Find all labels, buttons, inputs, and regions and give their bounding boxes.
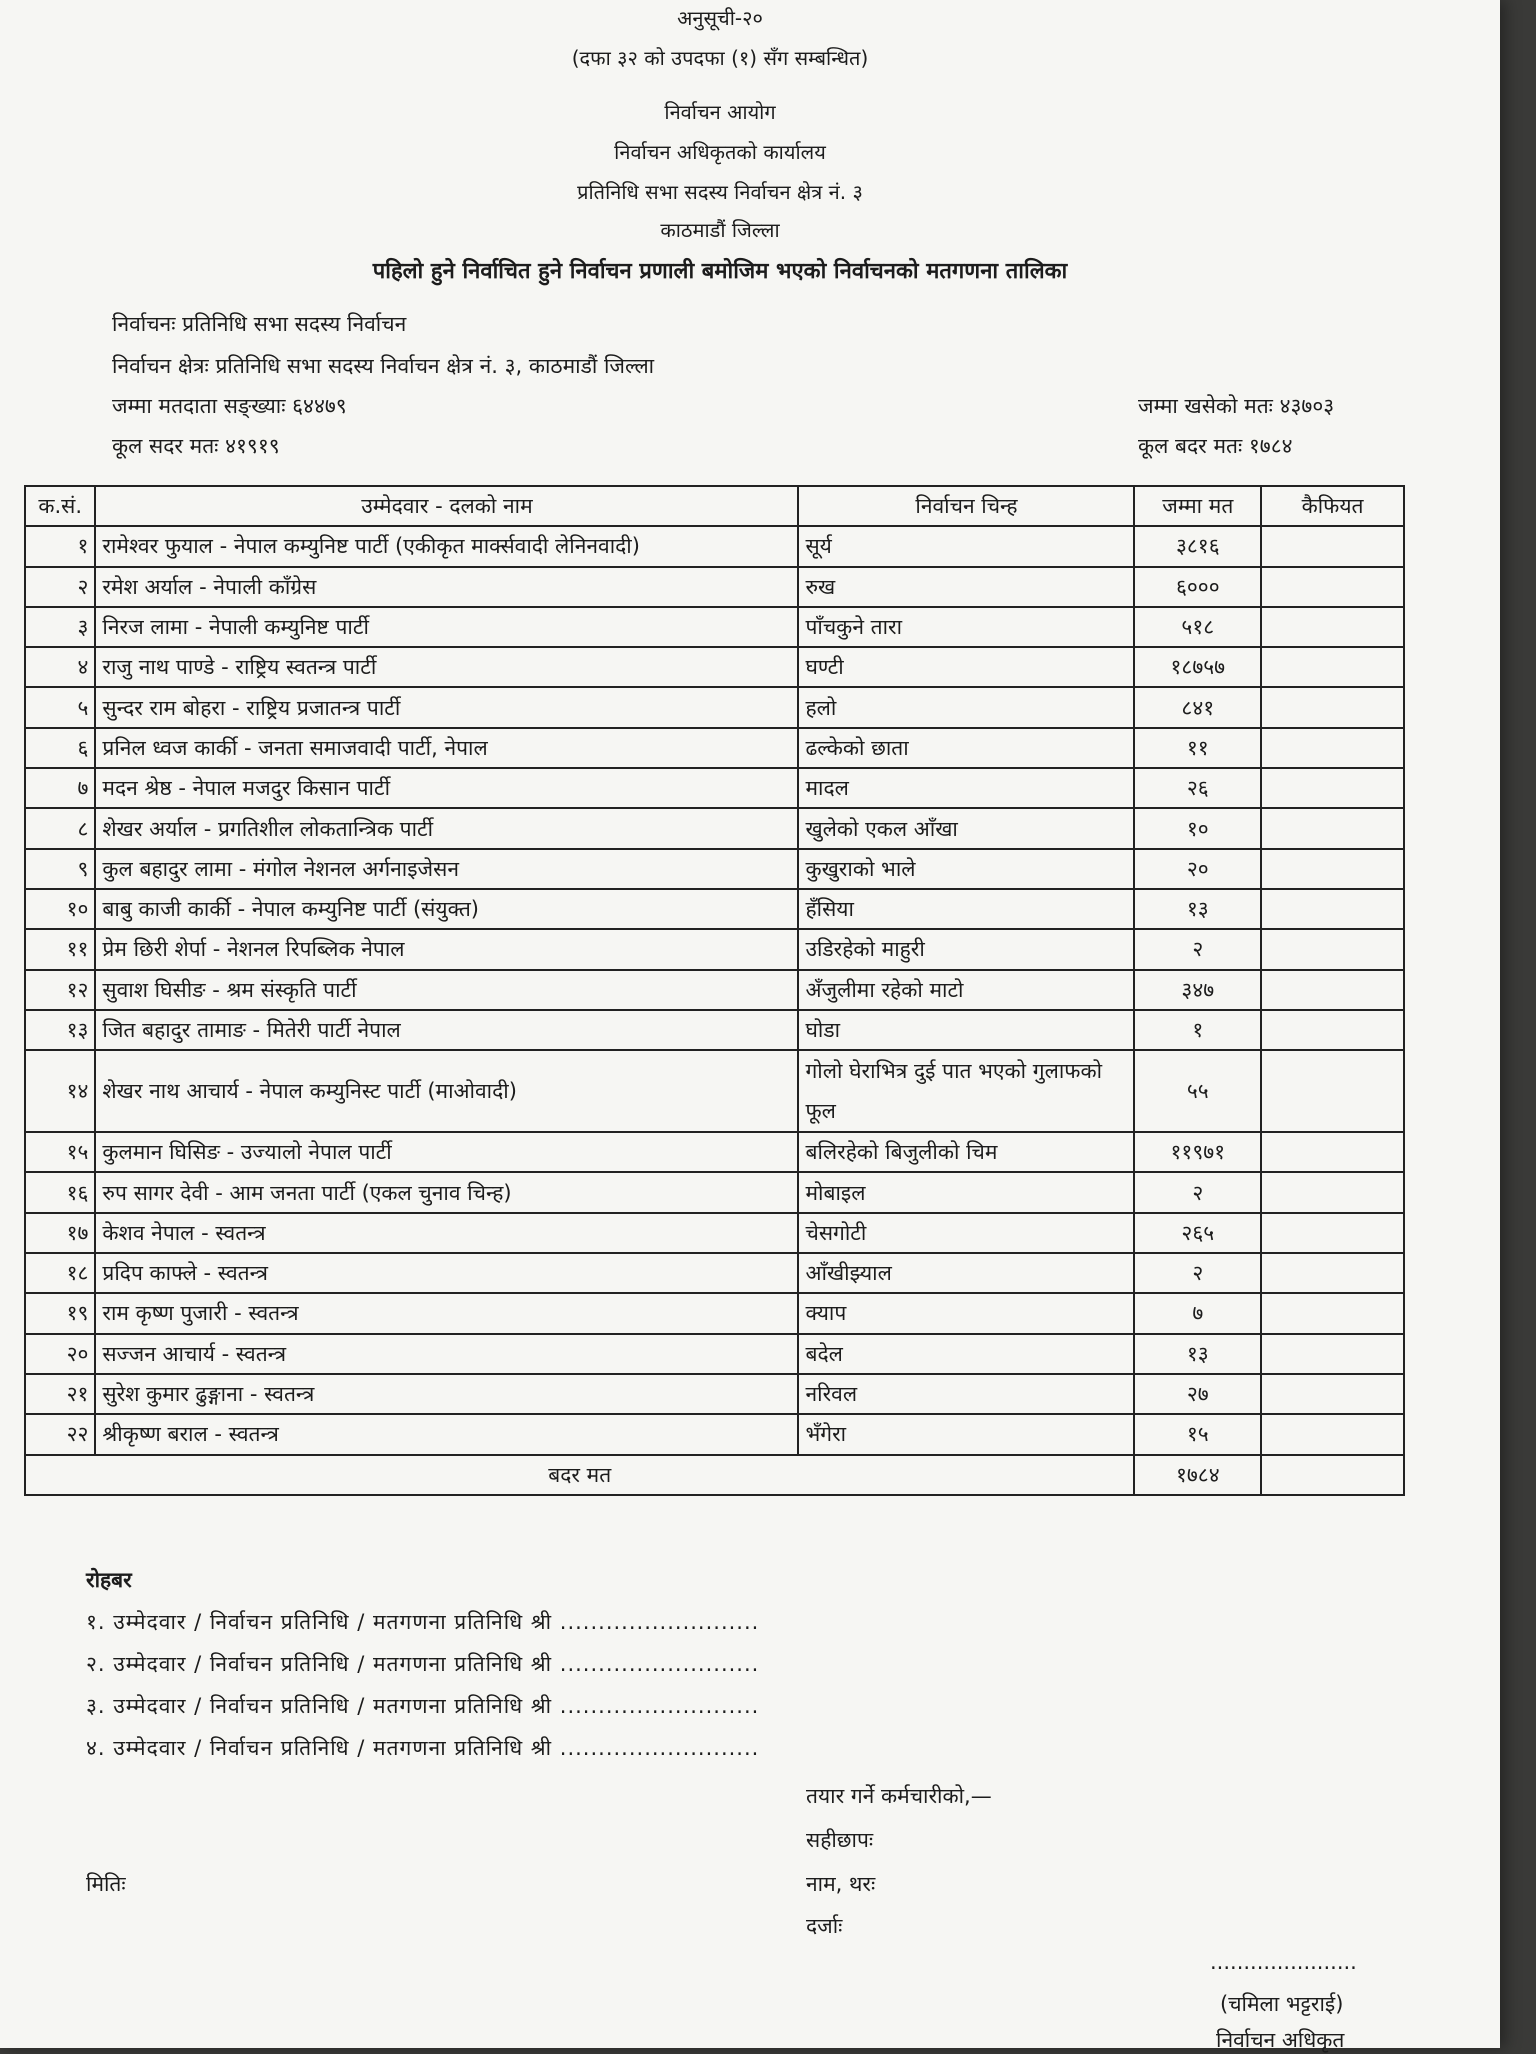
row-serial: १२: [25, 970, 95, 1010]
row-votes: २६: [1134, 768, 1261, 808]
vote-count-table: [24, 485, 1405, 1496]
table-row: [25, 1334, 1404, 1374]
row-candidate: प्रेम छिरी शेर्पा - नेशनल रिपब्लिक नेपाल: [95, 929, 798, 969]
row-votes: १: [1134, 1010, 1261, 1050]
row-votes: २: [1134, 1253, 1261, 1293]
table-row: [25, 768, 1404, 808]
row-candidate: जित बहादुर तामाङ - मितेरी पार्टी नेपाल: [95, 1010, 798, 1050]
witness-line-2: २. उम्मेदवार / निर्वाचन प्रतिनिधि / मतगणना प्रतिनिधि श्री ..........................: [86, 1652, 760, 1676]
row-symbol: घण्टी: [798, 647, 1134, 687]
table-title: पहिलो हुने निर्वाचित हुने निर्वाचन प्रणाली बमोजिम भएको निर्वाचनको मतगणना तालिका: [372, 259, 1068, 284]
row-candidate: सुन्दर राम बोहरा - राष्ट्रिय प्रजातन्त्र पार्टी: [95, 687, 798, 727]
row-candidate: राजु नाथ पाण्डे - राष्ट्रिय स्वतन्त्र पार्टी: [95, 647, 798, 687]
total-invalid-votes: कूल बदर मतः १७८४: [1138, 434, 1293, 458]
invalid-votes-remark: [1261, 1455, 1404, 1495]
row-votes: २६५: [1134, 1213, 1261, 1253]
table-row: [25, 647, 1404, 687]
header-remarks: कैफियत: [1261, 486, 1404, 526]
invalid-votes-row: [25, 1455, 1404, 1495]
header-symbol: निर्वाचन चिन्ह: [798, 486, 1134, 526]
row-votes: ५१८: [1134, 607, 1261, 647]
schedule-label: अनुसूची-२०: [677, 6, 763, 30]
header-votes: जम्मा मत: [1134, 486, 1261, 526]
row-serial: २२: [25, 1414, 95, 1454]
row-remark: [1261, 1050, 1404, 1132]
header-candidate: उम्मेदवार - दलको नाम: [95, 486, 798, 526]
row-symbol: पाँचकुने तारा: [798, 607, 1134, 647]
row-remark: [1261, 929, 1404, 969]
row-serial: ६: [25, 728, 95, 768]
table-row: [25, 1132, 1404, 1172]
officer-title: निर्वाचन अधिकृत: [1216, 2028, 1345, 2052]
table-row: [25, 728, 1404, 768]
row-candidate: रामेश्वर फुयाल - नेपाल कम्युनिष्ट पार्टी (एकीकृत मार्क्सवादी लेनिनवादी): [95, 526, 798, 566]
header-serial: क.सं.: [25, 486, 95, 526]
row-symbol: मोबाइल: [798, 1172, 1134, 1212]
row-votes: १०: [1134, 808, 1261, 848]
row-remark: [1261, 647, 1404, 687]
witness-line-1: १. उम्मेदवार / निर्वाचन प्रतिनिधि / मतगणना प्रतिनिधि श्री ..........................: [86, 1610, 760, 1634]
table-row: [25, 567, 1404, 607]
row-remark: [1261, 970, 1404, 1010]
row-candidate: सज्जन आचार्य - स्वतन्त्र: [95, 1334, 798, 1374]
officer-name: (चमिला भट्टराई): [1220, 1992, 1344, 2016]
witness-title: रोहबर: [86, 1568, 132, 1592]
table-row: [25, 687, 1404, 727]
witness-line-4: ४. उम्मेदवार / निर्वाचन प्रतिनिधि / मतगणना प्रतिनिधि श्री ..........................: [86, 1736, 760, 1760]
row-symbol: सूर्य: [798, 526, 1134, 566]
row-remark: [1261, 687, 1404, 727]
row-votes: २: [1134, 929, 1261, 969]
row-candidate: सुवाश घिसीङ - श्रम संस्कृति पार्टी: [95, 970, 798, 1010]
row-remark: [1261, 607, 1404, 647]
row-serial: ७: [25, 768, 95, 808]
row-symbol: हलो: [798, 687, 1134, 727]
row-serial: ३: [25, 607, 95, 647]
row-votes: २७: [1134, 1374, 1261, 1414]
row-candidate: प्रनिल ध्वज कार्की - जनता समाजवादी पार्टी, नेपाल: [95, 728, 798, 768]
row-candidate: प्रदिप काफ्ले - स्वतन्त्र: [95, 1253, 798, 1293]
section-reference: (दफा ३२ को उपदफा (१) सँग सम्बन्धित): [571, 46, 869, 70]
constituency-title: प्रतिनिधि सभा सदस्य निर्वाचन क्षेत्र नं. ३: [577, 180, 863, 204]
row-serial: २०: [25, 1334, 95, 1374]
row-serial: ५: [25, 687, 95, 727]
row-candidate: मदन श्रेष्ठ - नेपाल मजदुर किसान पार्टी: [95, 768, 798, 808]
row-symbol: बलिरहेको बिजुलीको चिम: [798, 1132, 1134, 1172]
row-remark: [1261, 808, 1404, 848]
rank-label: दर्जाः: [806, 1914, 843, 1938]
table-row: [25, 808, 1404, 848]
invalid-votes-label: बदर मत: [25, 1455, 1134, 1495]
table-row: [25, 1172, 1404, 1212]
constituency-detail: निर्वाचन क्षेत्रः प्रतिनिधि सभा सदस्य निर्वाचन क्षेत्र नं. ३, काठमाडौं जिल्ला: [112, 354, 655, 378]
row-serial: २१: [25, 1374, 95, 1414]
row-votes: २०: [1134, 849, 1261, 889]
row-candidate: शेखर नाथ आचार्य - नेपाल कम्युनिस्ट पार्टी (माओवादी): [95, 1050, 798, 1132]
row-serial: १७: [25, 1213, 95, 1253]
row-remark: [1261, 1414, 1404, 1454]
row-serial: १५: [25, 1132, 95, 1172]
total-cast-votes: जम्मा खसेको मतः ४३७०३: [1138, 394, 1335, 418]
row-votes: १३: [1134, 889, 1261, 929]
row-symbol: गोलो घेराभित्र दुई पात भएको गुलाफको फूल: [798, 1050, 1134, 1132]
row-serial: १६: [25, 1172, 95, 1212]
election-type: निर्वाचनः प्रतिनिधि सभा सदस्य निर्वाचन: [112, 312, 407, 336]
row-candidate: निरज लामा - नेपाली कम्युनिष्ट पार्टी: [95, 607, 798, 647]
row-symbol: ढल्केको छाता: [798, 728, 1134, 768]
row-votes: ११९७१: [1134, 1132, 1261, 1172]
row-symbol: खुलेको एकल आँखा: [798, 808, 1134, 848]
row-remark: [1261, 1010, 1404, 1050]
row-candidate: कुल बहादुर लामा - मंगोल नेशनल अर्गनाइजेसन: [95, 849, 798, 889]
table-row: [25, 607, 1404, 647]
row-symbol: कुखुराको भाले: [798, 849, 1134, 889]
row-serial: १०: [25, 889, 95, 929]
table-row: [25, 970, 1404, 1010]
row-votes: ७: [1134, 1293, 1261, 1333]
org-name: निर्वाचन आयोग: [664, 100, 776, 124]
row-votes: ३४७: [1134, 970, 1261, 1010]
row-votes: १३: [1134, 1334, 1261, 1374]
row-remark: [1261, 768, 1404, 808]
row-remark: [1261, 849, 1404, 889]
table-row: [25, 889, 1404, 929]
row-votes: २: [1134, 1172, 1261, 1212]
row-remark: [1261, 567, 1404, 607]
row-serial: २: [25, 567, 95, 607]
row-candidate: बाबु काजी कार्की - नेपाल कम्युनिष्ट पार्टी (संयुक्त): [95, 889, 798, 929]
total-voters: जम्मा मतदाता सङ्ख्याः ६४४७९: [112, 394, 347, 418]
row-symbol: चेसगोटी: [798, 1213, 1134, 1253]
date-label: मितिः: [86, 1872, 126, 1896]
table-row: [25, 1293, 1404, 1333]
row-votes: ६०००: [1134, 567, 1261, 607]
row-votes: ८४१: [1134, 687, 1261, 727]
invalid-votes-count: १७८४: [1134, 1455, 1261, 1495]
row-candidate: शेखर अर्याल - प्रगतिशील लोकतान्त्रिक पार्टी: [95, 808, 798, 848]
office-name: निर्वाचन अधिकृतको कार्यालय: [614, 140, 826, 164]
name-label: नाम, थरः: [806, 1872, 876, 1896]
row-serial: ८: [25, 808, 95, 848]
table-row: [25, 1253, 1404, 1293]
row-serial: १३: [25, 1010, 95, 1050]
total-valid-votes: कूल सदर मतः ४१९१९: [112, 434, 280, 458]
row-remark: [1261, 1374, 1404, 1414]
row-candidate: रुप सागर देवी - आम जनता पार्टी (एकल चुनाव चिन्ह): [95, 1172, 798, 1212]
row-symbol: भँगेरा: [798, 1414, 1134, 1454]
signature-label: सहीछापः: [806, 1828, 874, 1852]
row-remark: [1261, 1253, 1404, 1293]
row-votes: ३८१६: [1134, 526, 1261, 566]
row-candidate: रमेश अर्याल - नेपाली काँग्रेस: [95, 567, 798, 607]
row-candidate: सुरेश कुमार ढुङ्गाना - स्वतन्त्र: [95, 1374, 798, 1414]
table-row: [25, 1213, 1404, 1253]
row-remark: [1261, 889, 1404, 929]
row-serial: ९: [25, 849, 95, 889]
row-candidate: कुलमान घिसिङ - उज्यालो नेपाल पार्टी: [95, 1132, 798, 1172]
row-remark: [1261, 1172, 1404, 1212]
row-remark: [1261, 1334, 1404, 1374]
row-candidate: राम कृष्ण पुजारी - स्वतन्त्र: [95, 1293, 798, 1333]
table-row: [25, 849, 1404, 889]
row-votes: ५५: [1134, 1050, 1261, 1132]
row-votes: ११: [1134, 728, 1261, 768]
row-symbol: आँखीझ्याल: [798, 1253, 1134, 1293]
row-symbol: क्याप: [798, 1293, 1134, 1333]
row-serial: १८: [25, 1253, 95, 1293]
row-symbol: नरिवल: [798, 1374, 1134, 1414]
row-remark: [1261, 1132, 1404, 1172]
row-serial: १४: [25, 1050, 95, 1132]
row-candidate: श्रीकृष्ण बराल - स्वतन्त्र: [95, 1414, 798, 1454]
table-header-row: [25, 486, 1404, 526]
row-remark: [1261, 728, 1404, 768]
row-remark: [1261, 1213, 1404, 1253]
table-row: [25, 1374, 1404, 1414]
row-symbol: उडिरहेको माहुरी: [798, 929, 1134, 969]
row-remark: [1261, 1293, 1404, 1333]
preparer-title: तयार गर्ने कर्मचारीको,—: [806, 1784, 992, 1808]
row-remark: [1261, 526, 1404, 566]
row-votes: १८७५७: [1134, 647, 1261, 687]
row-symbol: बदेल: [798, 1334, 1134, 1374]
table-row: [25, 929, 1404, 969]
row-serial: ११: [25, 929, 95, 969]
table-row: [25, 1010, 1404, 1050]
row-symbol: मादल: [798, 768, 1134, 808]
row-symbol: घोडा: [798, 1010, 1134, 1050]
row-serial: १: [25, 526, 95, 566]
table-row: [25, 1414, 1404, 1454]
row-candidate: केशव नेपाल - स्वतन्त्र: [95, 1213, 798, 1253]
row-serial: १९: [25, 1293, 95, 1333]
district-name: काठमाडौं जिल्ला: [660, 218, 780, 242]
officer-signature-dots: ......................: [1210, 1950, 1357, 1974]
table-row: [25, 526, 1404, 566]
witness-line-3: ३. उम्मेदवार / निर्वाचन प्रतिनिधि / मतगणना प्रतिनिधि श्री ..........................: [86, 1694, 760, 1718]
row-serial: ४: [25, 647, 95, 687]
row-symbol: हँसिया: [798, 889, 1134, 929]
row-votes: १५: [1134, 1414, 1261, 1454]
row-symbol: अँजुलीमा रहेको माटो: [798, 970, 1134, 1010]
row-symbol: रुख: [798, 567, 1134, 607]
table-row: [25, 1050, 1404, 1132]
